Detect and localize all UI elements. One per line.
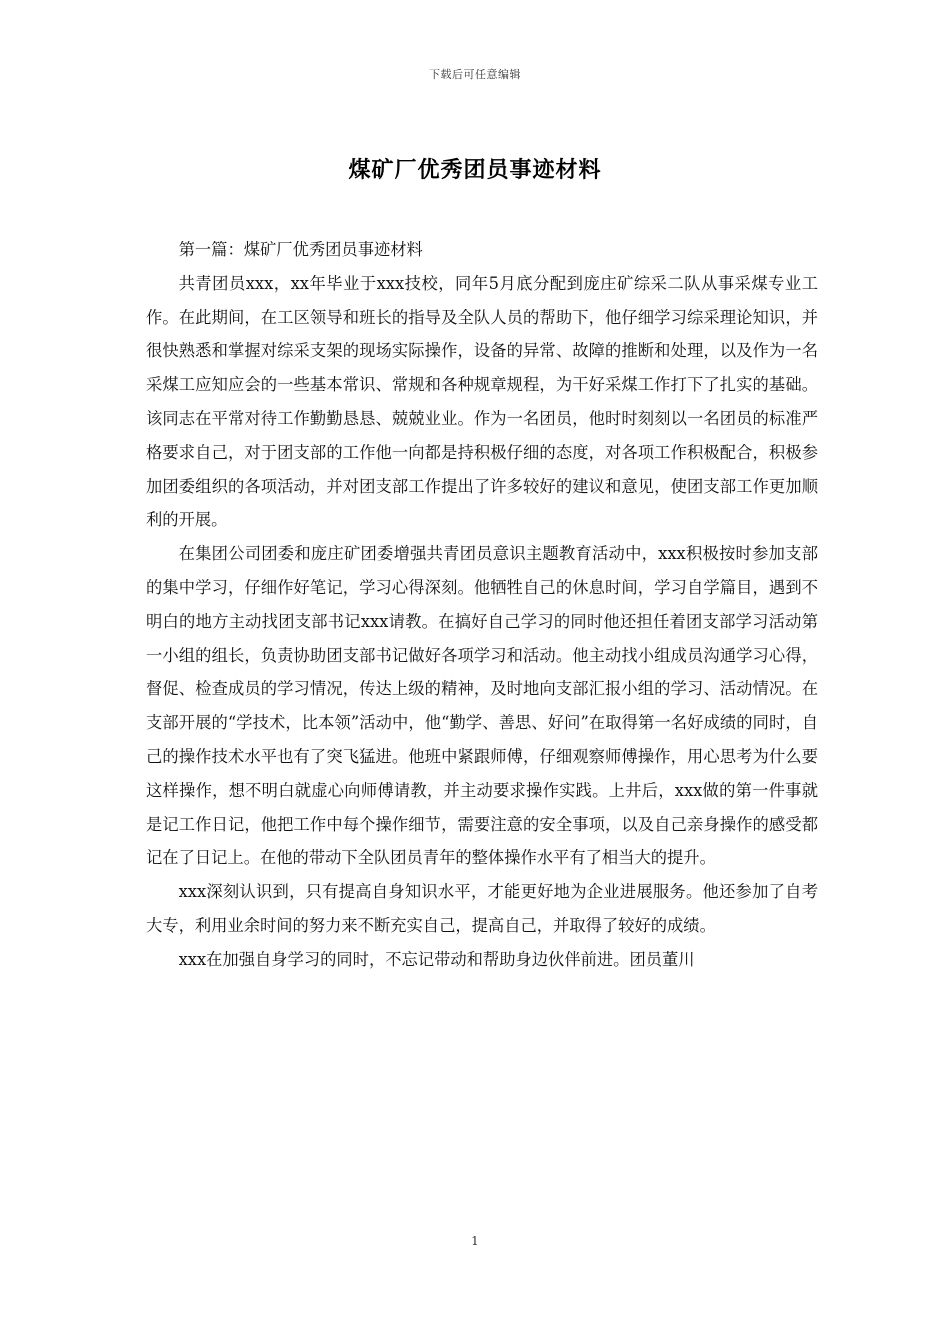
document-title: 煤矿厂优秀团员事迹材料 [348, 157, 602, 183]
body-paragraph-2: 在集团公司团委和庞庄矿团委增强共青团员意识主题教育活动中，xxx积极按时参加支部的集中学习，仔细作好笔记，学习心得深刻。他牺牲自己的休息时间，学习自学篇目，遇到不明白的地方主动找团支部书记xxx请教。在搞好自己学习的同时他还担任着团支部学习活动第一小组的组长，负责协助团支部书记做好各项学习和活动。他主动找小组成员沟通学习心得，督促、检查成员的学习情况，传达上级的精神，及时地向支部汇报小组的学习、活动情况。在支部开展的“学技术，比本领”活动中，他“勤学、善思、好问”在取得第一名好成绩的同时，自己的操作技术水平也有了突飞猛进。他班中紧跟师傅，仔细观察师傅操作，用心思考为什么要这样操作，想不明白就虚心向师傅请教，并主动要求操作实践。上井后，xxx做的第一件事就是记工作日记，他把工作中每个操作细节，需要注意的安全事项，以及自己亲身操作的感受都记在了日记上。在他的带动下全队团员青年的整体操作水平有了相当大的提升。 [146, 544, 818, 868]
body-paragraph-4: xxx在加强自身学习的同时，不忘记带动和帮助身边伙伴前进。团员董川 [178, 949, 695, 969]
page-number: 1 [471, 1234, 479, 1248]
body-paragraph-3: xxx深刻认识到，只有提高自身知识水平，才能更好地为企业进展服务。他还参加了自考大专，利用业余时间的努力来不断充实自己，提高自己，并取得了较好的成绩。 [146, 882, 818, 935]
document-body [146, 233, 818, 977]
body-paragraph-1: 共青团员xxx，xx年毕业于xxx技校，同年5月底分配到庞庄矿综采二队从事采煤专业工作。在此期间，在工区领导和班长的指导及全队人员的帮助下，他仔细学习综采理论知识，并很快熟悉和掌握对综采支架的现场实际操作，设备的异常、故障的推断和处理，以及作为一名采煤工应知应会的一些基本常识、常规和各种规章规程，为干好采煤工作打下了扎实的基础。该同志在平常对待工作勤勤恳恳、兢兢业业。作为一名团员，他时时刻刻以一名团员的标准严格要求自己，对于团支部的工作他一向都是持积极仔细的态度，对各项工作积极配合，积极参加团委组织的各项活动，并对团支部工作提出了许多较好的建议和意见，使团支部工作更加顺利的开展。 [146, 273, 818, 530]
section-heading: 第一篇：煤矿厂优秀团员事迹材料 [178, 240, 423, 259]
header-note: 下载后可任意编辑 [429, 68, 521, 81]
